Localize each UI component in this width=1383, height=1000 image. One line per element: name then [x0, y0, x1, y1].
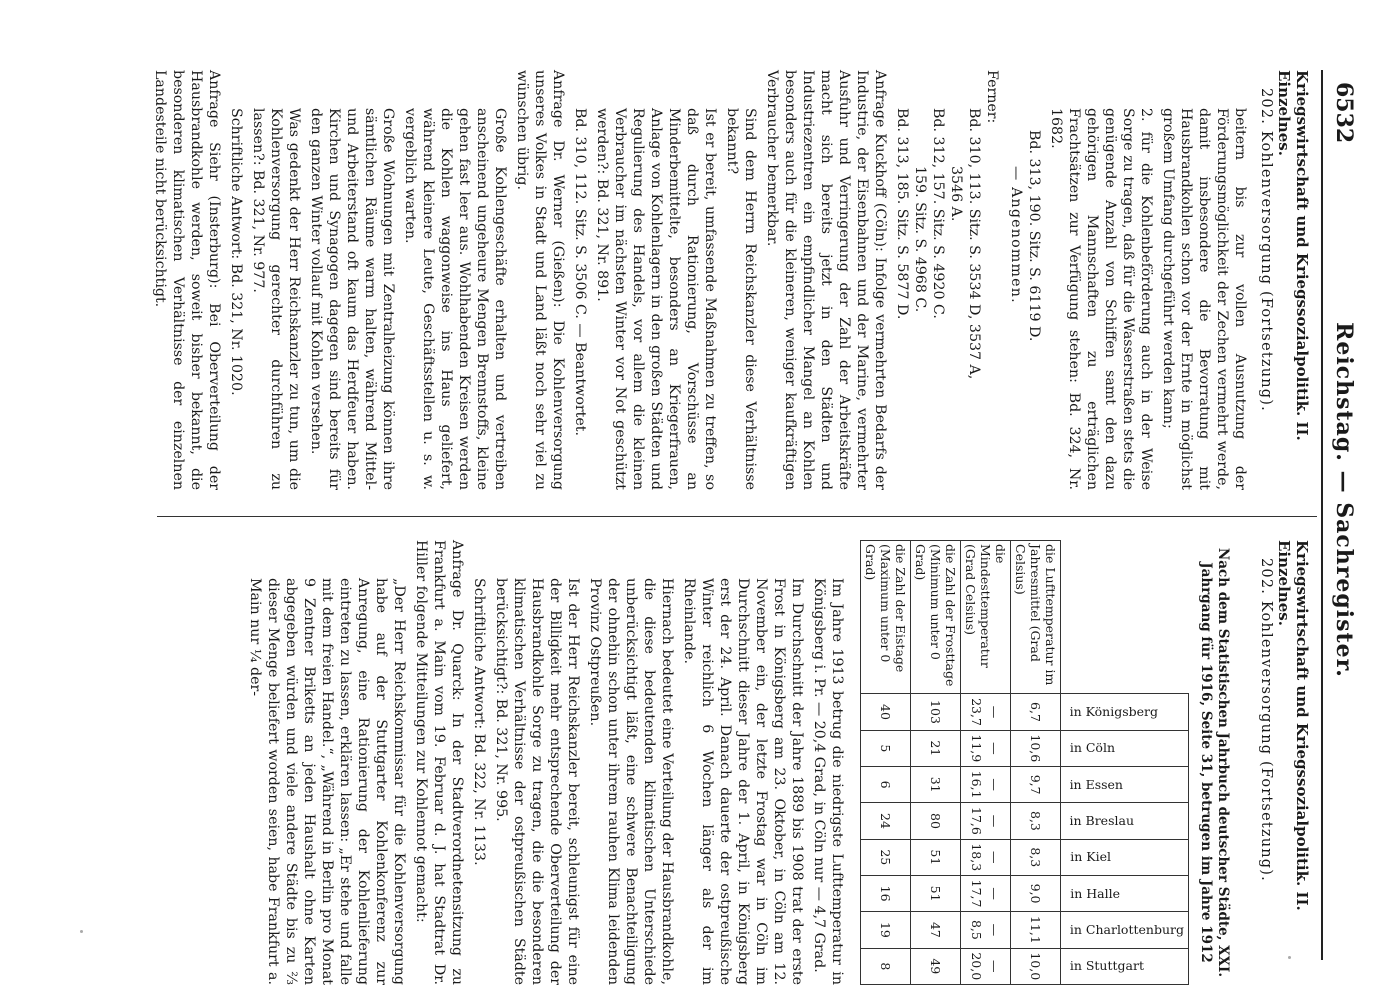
- table-cell: 40: [860, 694, 910, 730]
- body-paragraph: Hiernach bedeutet eine Verteilung der Hausbrandkohle, die diese bedeutenden klimatischen Unterschiede unberücksichtigt läßt, eine schwere Benachteiligung der ohnehin schon unter ihrem rauhen Klima leidenden Provinz Ostpreußen.: [586, 578, 675, 985]
- row-label: die Zahl der Eistage (Maximum unter 0 Grad): [860, 541, 910, 694]
- column-header: in Kiel: [1060, 839, 1188, 875]
- table-cell: 8,3: [1010, 839, 1060, 875]
- inquiry-werner: Anfrage Dr. Werner (Gießen): Die Kohlenversorgung unseres Volkes in Stadt und Land läßt noch sehr viel zu wünschen übrig.: [514, 70, 566, 490]
- table-cell: — 23,7: [960, 694, 1010, 730]
- column-header: in Charlottenburg: [1060, 912, 1188, 948]
- table-cell: 10,6: [1010, 730, 1060, 766]
- table-cell: 51: [910, 875, 960, 911]
- table-cell: — 17,6: [960, 803, 1010, 839]
- written-answer: Schriftliche Antwort: Bd. 322, Nr. 1133.: [470, 578, 487, 866]
- header-rule: [1321, 70, 1323, 960]
- body-paragraph: Im Jahre 1913 betrug die niedrigste Lufttemperatur in Königsberg i. Pr. — 20,4 Grad, in Cöln nur — 4,7 Grad.: [810, 578, 845, 985]
- inquiry-siehr: Anfrage Siehr (Insterburg): Bei Oberverteilung der Hausbrandkohle werden, soweit bisher bekannt, die besonderen klimatischen Verhältnisse der einzelnen Landesteile nicht berücksichtigt.: [152, 70, 222, 490]
- table-cell: 6,7: [1010, 694, 1060, 730]
- body-paragraph: Ist der Herr Reichskanzler bereit, schleunigst für eine der Billigkeit mehr entsprechende Oberverteilung der Hausbrandkohle Sorge zu tragen, die die besonderen klimatischen Verhältnisse der ostpreußischen Städte berücksichtigt?: Bd. 321, Nr. 995.: [492, 578, 581, 985]
- written-answer: Schriftliche Antwort: Bd. 321, Nr. 1020.: [228, 108, 244, 396]
- reference-line: Bd. 312, 157. Sitz. S. 4920 C.: [930, 108, 946, 319]
- table-cell: 9,7: [1010, 766, 1060, 802]
- table-cell: — 17,7: [960, 875, 1010, 911]
- table-cell: 5: [860, 730, 910, 766]
- table-cell: 80: [910, 803, 960, 839]
- row-label: die Mindesttemperatur (Grad Celsius): [960, 541, 1010, 694]
- temperature-table: [860, 540, 1189, 985]
- table-cell: 47: [910, 912, 960, 948]
- table-cell: 8: [860, 948, 910, 984]
- werner-paragraph: Große Wohnungen mit Zentralheizung können ihre sämtlichen Räume warm halten, während Mittel- und Arbeiterstand oft kaum das Herdfeuer haben. Kirchen und Synagogen dagegen sind bereits für den ganzen Winter vollauf mit Kohlen versehen.: [308, 108, 396, 490]
- table-cell: 16: [860, 875, 910, 911]
- table-cell: 10,0: [1010, 948, 1060, 984]
- table-cell: 11,1: [1010, 912, 1060, 948]
- column-header: in Cöln: [1060, 730, 1188, 766]
- table-cell: — 20,0: [960, 948, 1010, 984]
- table-cell: — 16,1: [960, 766, 1010, 802]
- session-reference: Bd. 313, 190. Sitz. S. 6119 D.: [1026, 130, 1042, 342]
- table-cell: — 8,5: [960, 912, 1010, 948]
- table-caption: Nach dem Statistischen Jahrbuch deutscher Städte, XXI. Jahrgang für 1916, Seite 31, betrugen im Jahre 1912: [1198, 547, 1231, 978]
- column-header: in Königsberg: [1060, 694, 1188, 730]
- table-cell: — 11,9: [960, 730, 1010, 766]
- table-row: [860, 541, 910, 985]
- section-title-right: Kriegswirtschaft und Kriegssozialpolitik. II. Einzelnes.: [1275, 540, 1311, 911]
- reference-line: Bd. 310, 113. Sitz. S. 3534 D, 3537 A,: [966, 108, 982, 380]
- row-label: die Lufttemperatur im Jahresmittel (Grad Celsius): [1010, 541, 1060, 694]
- reference-line: 3546 A.: [948, 166, 964, 222]
- scan-speck: [1288, 956, 1291, 959]
- page-number: 6532: [1331, 82, 1357, 144]
- column-header: in Breslau: [1060, 803, 1188, 839]
- answered-reference: Bd. 310, 112. Sitz. S. 3506 C. — Beantwortet.: [572, 108, 588, 436]
- scan-speck: [80, 930, 83, 933]
- table-cell: 103: [910, 694, 960, 730]
- reference-line: 159. Sitz. S. 4968 C.: [912, 166, 928, 313]
- body-paragraph: „Der Herr Reichskommissar für die Kohlenversorgung habe auf der Stuttgarter Kohlenkonferenz zur Anregung, eine Rationierung der Kohlenlieferung eintreten zu lassen, erklären lassen: „Er stehe und falle mit dem freien Handel.“, „Während in Berlin pro Monat 9 Zentner Briketts an jeden Haushalt ohne Karten abgegeben würden und viele andere Städte bis zu ⅔ dieser Menge beliefert worden seien, habe Frankfurt a. Main nur ¼ der-: [246, 578, 407, 985]
- table-cell: 21: [910, 730, 960, 766]
- further-label: Ferner:: [984, 70, 1000, 124]
- table-row: [910, 541, 960, 985]
- question-paragraph: Sind dem Herrn Reichskanzler diese Verhältnisse bekannt?: [724, 108, 758, 490]
- right-column: [242, 540, 1313, 985]
- column-header: in Halle: [1060, 875, 1188, 911]
- werner-paragraph: Was gedenkt der Herr Reichskanzler zu tun, um die Kohlenversorgung gerechter durchführen zu lassen?: Bd. 321, Nr. 977.: [250, 108, 302, 490]
- reference-line: Bd. 313, 185. Sitz. S. 5877 D.: [894, 108, 910, 320]
- table-row: [960, 541, 1010, 985]
- column-header: in Stuttgart: [1060, 948, 1188, 984]
- table-corner: [1060, 541, 1188, 694]
- column-divider: [157, 516, 1317, 517]
- left-column: [147, 70, 1313, 490]
- running-title: Reichstag. — Sachregister.: [1331, 322, 1357, 678]
- demand-item-2: 2. für die Kohlenbeförderung auch in der Weise Sorge zu tragen, daß für die Wasserstraßen stets die genügende Anzahl von Schiffen samt den dazu gehörigen Mannschaften zu erträglichen Frachtsätzen zur Verfügung stehen: Bd. 324, Nr. 1682.: [1048, 108, 1154, 490]
- table-cell: 49: [910, 948, 960, 984]
- column-header: in Essen: [1060, 766, 1188, 802]
- adopted-note: — Angenommen.: [1008, 166, 1024, 304]
- row-label: die Zahl der Frosttage (Minimum unter 0 Grad): [910, 541, 960, 694]
- table-cell: 31: [910, 766, 960, 802]
- inquiry-quarck: Anfrage Dr. Quarck: In der Stadtverordnetensitzung zu Frankfurt a. Main vom 19. Februar d. J. hat Stadtrat Dr. Hiller folgende Mitteilungen zur Kohlennot gemacht:: [412, 540, 465, 985]
- continued-paragraph: beitern bis zur vollen Ausnutzung der Förderungsmöglichkeit der Zechen vermehrt werde, damit insbesondere die Bevorratung mit Hausbrandkohlen schon vor der Ernte in möglichst großem Umfang durchgeführt werden kann;: [1160, 108, 1248, 490]
- section-subtitle-left: 202. Kohlenversorgung (Fortsetzung).: [1258, 88, 1274, 412]
- question-paragraph: Ist er bereit, umfassende Maßnahmen zu treffen, so daß durch Rationierung, Vorschüsse an Minderbemittelte, besonders an Kriegerfrauen, Anlage von Kohlenlagern in den großen Städten und Regulierung des Handels, vor allem die kleinen Verbraucher im nächsten Winter vor Not geschützt werden?: Bd. 321, Nr. 891.: [594, 108, 718, 490]
- table-cell: 24: [860, 803, 910, 839]
- table-cell: — 18,3: [960, 839, 1010, 875]
- table-header-row: [1060, 541, 1188, 985]
- section-subtitle-right: 202. Kohlenversorgung (Fortsetzung).: [1258, 558, 1274, 882]
- table-cell: 25: [860, 839, 910, 875]
- table-cell: 8,3: [1010, 803, 1060, 839]
- table-row: [1010, 541, 1060, 985]
- table-cell: 19: [860, 912, 910, 948]
- body-paragraph: Im Durchschnitt der Jahre 1889 bis 1908 trat der erste Frost in Königsberg am 23. Oktober, in Cöln am 12. November ein, der letzte Frostag war in Cöln im Durchschnitt dieser Jahre der 1. April, in Königsberg erst der 24. April. Danach dauerte der ostpreußische Winter reichlich 6 Wochen länger als der im Rheinlande.: [680, 578, 805, 985]
- inquiry-kuckhoff: Anfrage Kuckhoff (Cöln): Infolge vermehrten Bedarfs der Industrie, der Eisenbahnen und der Marine, vermehrter Ausfuhr und Verringerung der Zahl der Arbeitskräfte macht sich bereits jetzt in den Städten und Industriezentren ein empfindlicher Mangel an Kohlen besonders auch für die kleineren, weniger kaufkräftigen Verbraucher bemerkbar.: [764, 70, 888, 490]
- section-title-left: Kriegswirtschaft und Kriegssozialpolitik. II. Einzelnes.: [1275, 70, 1311, 441]
- table-cell: 6: [860, 766, 910, 802]
- table-cell: 51: [910, 839, 960, 875]
- table-cell: 9,0: [1010, 875, 1060, 911]
- werner-paragraph: Große Kohlengeschäfte erhalten und vertreiben anscheinend ungeheure Mengen Brennstoffs, kleine gehen fast leer aus. Wohlhabenden Kreisen werden die Kohlen waggonweise ins Haus geliefert, während kleinere Leute, Geschäftsstellen u. s. w. vergeblich warten.: [402, 108, 508, 490]
